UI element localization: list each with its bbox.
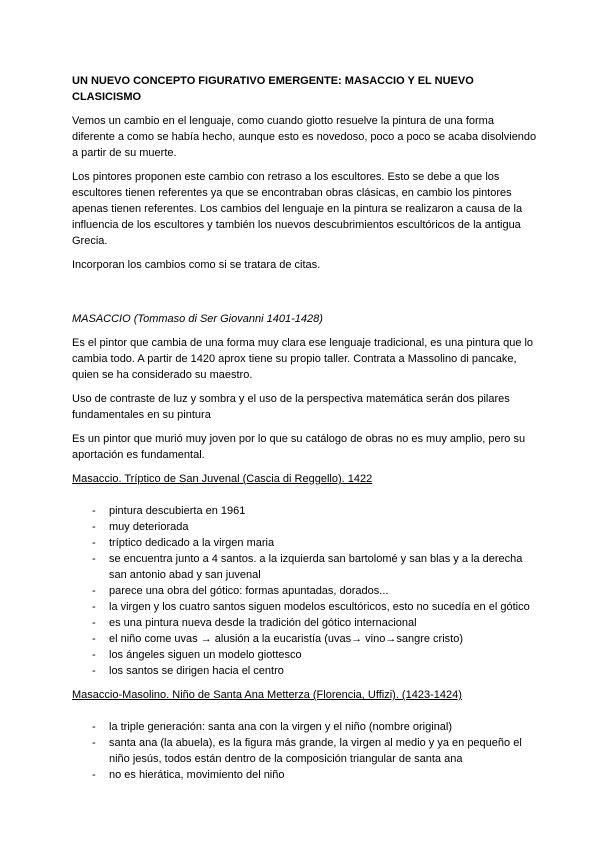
work-heading-santa-ana-metterza: Masaccio-Masolino. Niño de Santa Ana Metterza (Florencia, Uffizi). (1423-1424) (72, 689, 462, 701)
section-heading-masaccio: MASACCIO (Tommaso di Ser Giovanni 1401-1428) (72, 313, 323, 325)
list-item: - los ángeles siguen un modelo giottesco (72, 647, 538, 663)
paragraph-masaccio-1: Es el pintor que cambia de una forma muy clara ese lenguaje tradicional, es una pintura que lo cambia todo. A partir de 1420 aprox tiene su propio taller. Contrata a Massolino di pancake, quien se ha considerado su maestro. (72, 337, 534, 381)
list-item: - no es hierática, movimiento del niño (72, 767, 538, 783)
paragraph-masaccio-2: Uso de contraste de luz y sombra y el uso de la perspectiva matemática serán dos pilares fundamentales en su pintura (72, 393, 510, 421)
list-item: - el niño come uvas → alusión a la eucaristía (uvas→ vino→sangre cristo) (72, 631, 538, 647)
list-item: - pintura descubierta en 1961 (72, 503, 538, 519)
paragraph-intro-1: Vemos un cambio en el lenguaje, como cuando giotto resuelve la pintura de una forma diferente a como se había hecho, aunque esto es novedoso, poco a poco se acaba disolviendo a partir de su muerte. (72, 115, 537, 159)
list-item: - la virgen y los cuatro santos siguen modelos escultóricos, esto no sucedía en el gótico (72, 599, 538, 615)
list-item: - santa ana (la abuela), es la figura más grande, la virgen al medio y ya en pequeño el niño jesús, todos están dentro de la composición triangular de santa ana (72, 735, 538, 767)
document-title: UN NUEVO CONCEPTO FIGURATIVO EMERGENTE: MASACCIO Y EL NUEVO CLASICISMO (72, 75, 474, 103)
work-heading-san-juvenal: Masaccio. Tríptico de San Juvenal (Cascia di Reggello). 1422 (72, 473, 373, 485)
list-item: - parece una obra del gótico: formas apuntadas, dorados... (72, 583, 538, 599)
bullet-list-san-juvenal (72, 503, 538, 679)
paragraph-intro-3: Incorporan los cambios como si se tratara de citas. (72, 259, 321, 271)
paragraph-masaccio-3: Es un pintor que murió muy joven por lo que su catálogo de obras no es muy amplio, pero su aportación es fundamental. (72, 433, 526, 461)
list-item: - tríptico dedicado a la virgen maria (72, 535, 538, 551)
list-item: - la triple generación: santa ana con la virgen y el niño (nombre original) (72, 719, 538, 735)
paragraph-intro-2: Los pintores proponen este cambio con retraso a los escultores. Esto se debe a que los escultores tienen referentes ya que se encontraban obras clásicas, en cambio los pintores apenas tienen referentes. Los cambios del lenguaje en la pintura se realizaron a causa de la influencia de los escultores y también los nuevos descubrimientos escultóricos de la antigua Grecia. (72, 171, 523, 247)
document-content (72, 73, 538, 791)
list-item: - muy deteriorada (72, 519, 538, 535)
list-item: - los santos se dirigen hacia el centro (72, 663, 538, 679)
bullet-list-santa-ana-metterza (72, 719, 538, 783)
list-item: - es una pintura nueva desde la tradición del gótico internacional (72, 615, 538, 631)
list-item: - se encuentra junto a 4 santos. a la izquierda san bartolomé y san blas y a la derecha san antonio abad y san juvenal (72, 551, 538, 583)
